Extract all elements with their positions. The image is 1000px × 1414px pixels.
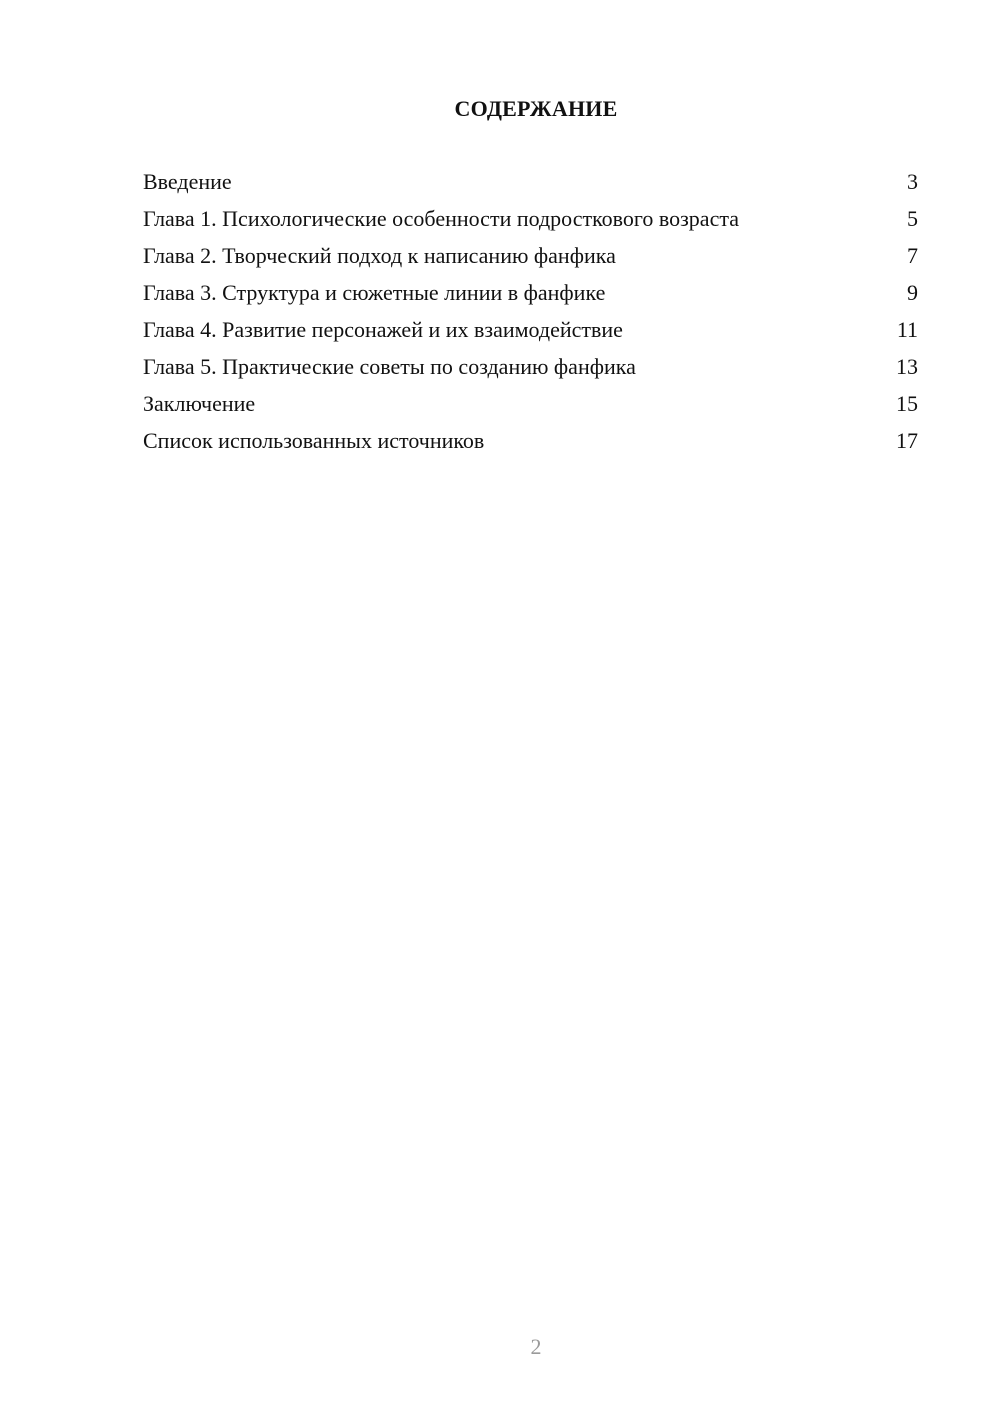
toc-entry-introduction[interactable]	[143, 168, 918, 196]
page-title: СОДЕРЖАНИЕ	[454, 96, 618, 121]
toc-entry-label: Введение	[143, 169, 232, 194]
toc-entry-label: Глава 5. Практические советы по созданию фанфика	[143, 354, 636, 379]
toc-entry-references[interactable]	[143, 427, 918, 455]
toc-entry-chapter-4[interactable]	[143, 316, 918, 344]
toc-entry-page: 11	[896, 317, 918, 342]
page-number: 2	[530, 1334, 542, 1359]
toc-entry-conclusion[interactable]	[143, 390, 918, 418]
toc-entry-page: 17	[896, 428, 918, 453]
toc-entry-label: Глава 3. Структура и сюжетные линии в фанфике	[143, 280, 606, 305]
toc-entry-page: 9	[907, 280, 918, 305]
toc-entry-page: 7	[907, 243, 918, 268]
toc-entry-chapter-2[interactable]	[143, 242, 918, 270]
toc-entry-label: Глава 4. Развитие персонажей и их взаимодействие	[143, 317, 623, 342]
toc-entry-label: Список использованных источников	[143, 428, 485, 453]
toc-entry-label: Заключение	[143, 391, 256, 416]
toc-entry-page: 15	[896, 391, 918, 416]
toc-entry-page: 5	[907, 206, 918, 231]
toc-entry-chapter-3[interactable]	[143, 279, 918, 307]
toc-entry-label: Глава 1. Психологические особенности подросткового возраста	[143, 206, 739, 231]
toc-entry-chapter-5[interactable]	[143, 353, 918, 381]
toc-entry-page: 13	[896, 354, 918, 379]
toc-entry-page: 3	[907, 169, 918, 194]
toc-entry-chapter-1[interactable]	[143, 205, 918, 233]
table-of-contents	[143, 168, 918, 464]
toc-entry-label: Глава 2. Творческий подход к написанию фанфика	[143, 243, 616, 268]
